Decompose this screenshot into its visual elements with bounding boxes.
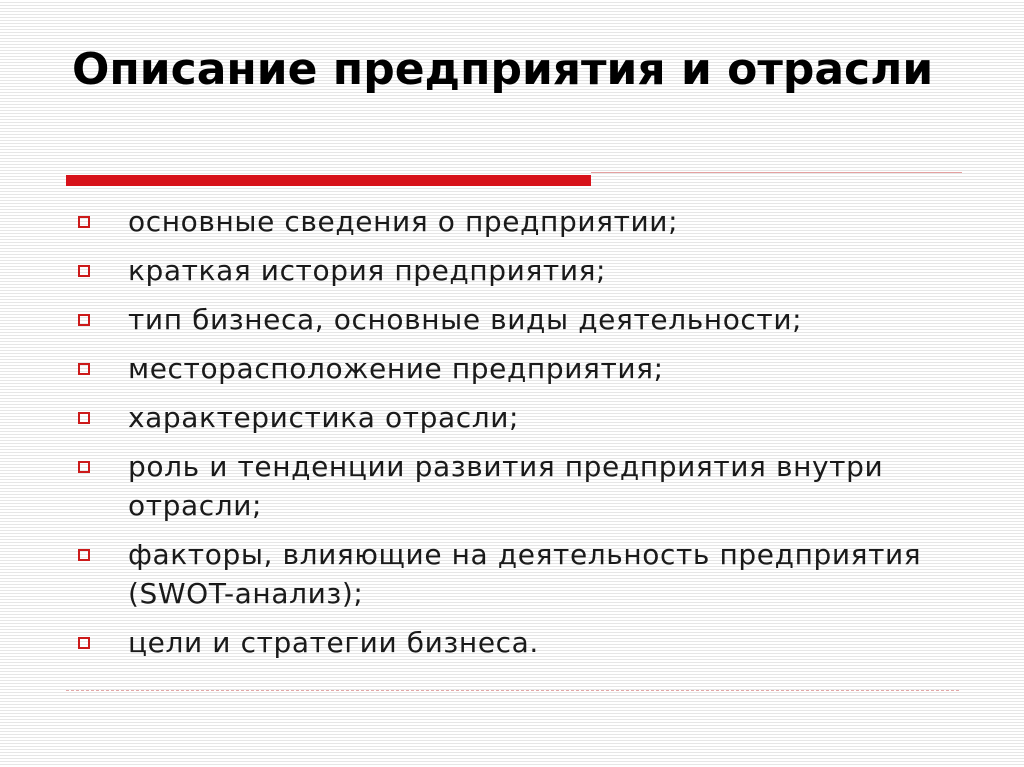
slide-title: Описание предприятия и отрасли xyxy=(72,44,934,95)
hollow-square-bullet-icon xyxy=(78,265,90,277)
hollow-square-bullet-icon xyxy=(78,461,90,473)
hollow-square-bullet-icon xyxy=(78,363,90,375)
bullet-item xyxy=(78,398,978,437)
bullet-text: факторы, влияющие на деятельность предприятия (SWOT-анализ); xyxy=(128,538,922,610)
bullet-text: цели и стратегии бизнеса. xyxy=(128,626,539,659)
bullet-list xyxy=(78,202,978,672)
bullet-item xyxy=(78,447,978,525)
hollow-square-bullet-icon xyxy=(78,637,90,649)
bullet-item xyxy=(78,300,978,339)
bullet-text: краткая история предприятия; xyxy=(128,254,607,287)
bullet-text: тип бизнеса, основные виды деятельности; xyxy=(128,303,803,336)
hollow-square-bullet-icon xyxy=(78,412,90,424)
bullet-text: месторасположение предприятия; xyxy=(128,352,664,385)
hollow-square-bullet-icon xyxy=(78,549,90,561)
bullet-text: основные сведения о предприятии; xyxy=(128,205,679,238)
hollow-square-bullet-icon xyxy=(78,314,90,326)
bullet-item xyxy=(78,623,978,662)
bullet-item xyxy=(78,202,978,241)
footer-divider xyxy=(66,690,959,691)
bullet-item xyxy=(78,349,978,388)
bullet-text: характеристика отрасли; xyxy=(128,401,520,434)
title-underline-accent xyxy=(66,175,591,186)
bullet-item xyxy=(78,251,978,290)
bullet-item xyxy=(78,535,978,613)
bullet-text: роль и тенденции развития предприятия внутри отрасли; xyxy=(128,450,884,522)
title-underline-thin xyxy=(591,172,962,173)
hollow-square-bullet-icon xyxy=(78,216,90,228)
